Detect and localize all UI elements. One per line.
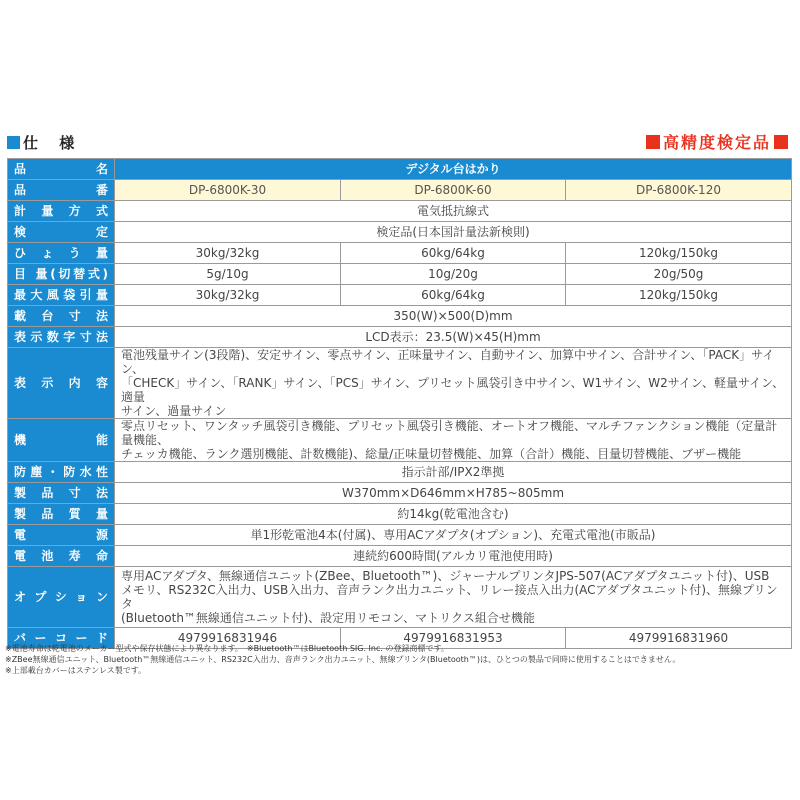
row-value: 4979916831960 bbox=[566, 628, 792, 649]
row-verification bbox=[8, 222, 792, 243]
row-value: LCD表示：23.5(W)×45(H)mm bbox=[115, 327, 792, 348]
row-label: 目 量(切替式) bbox=[8, 264, 115, 285]
row-value: 120kg/150kg bbox=[566, 285, 792, 306]
row-label: 品名 bbox=[8, 159, 115, 180]
row-options bbox=[8, 567, 792, 628]
row-label: 検定 bbox=[8, 222, 115, 243]
footnotes bbox=[5, 643, 795, 676]
row-value bbox=[115, 348, 792, 419]
row-value: 10g/20g bbox=[341, 264, 566, 285]
row-label: バーコード bbox=[8, 628, 115, 649]
row-value: 120kg/150kg bbox=[566, 243, 792, 264]
row-power-source bbox=[8, 525, 792, 546]
row-value: 4979916831953 bbox=[341, 628, 566, 649]
row-value: 60kg/64kg bbox=[341, 285, 566, 306]
row-max-tare bbox=[8, 285, 792, 306]
row-value: W370mm×D646mm×H785~805mm bbox=[115, 483, 792, 504]
row-label: 製品寸法 bbox=[8, 483, 115, 504]
model-120: DP-6800K-120 bbox=[566, 180, 792, 201]
footnote: ※ZBee無線通信ユニット、Bluetooth™無線通信ユニット、RS232C入出力、音声ランク出力ユニット、無線プリンタ(Bluetooth™)は、ひとつの製品で同時に使用することはできません。 bbox=[5, 655, 681, 664]
badge-text: 高精度検定品 bbox=[662, 133, 771, 152]
row-value: 350(W)×500(D)mm bbox=[115, 306, 792, 327]
row-label: ひょう量 bbox=[8, 243, 115, 264]
section-title-text: 仕 様 bbox=[23, 134, 83, 152]
product-name: デジタル台はかり bbox=[115, 159, 792, 180]
model-30: DP-6800K-30 bbox=[115, 180, 341, 201]
row-value: 検定品(日本国計量法新検則) bbox=[115, 222, 792, 243]
row-product-dimensions bbox=[8, 483, 792, 504]
row-label: 品番 bbox=[8, 180, 115, 201]
row-label: 機能 bbox=[8, 419, 115, 462]
value-line: チェッカ機能、ランク選別機能、計数機能)、総量/正味量切替機能、加算（合計）機能、目量切替機能、ブザー機能 bbox=[121, 447, 742, 461]
row-label: 電源 bbox=[8, 525, 115, 546]
row-value: 60kg/64kg bbox=[341, 243, 566, 264]
value-line: メモリ、RS232C入出力、USB入出力、音声ランク出力ユニット、リレー接点入出力(ACアダプタユニット付)、無線プリンタ bbox=[121, 583, 778, 611]
row-measurement-method bbox=[8, 201, 792, 222]
red-square-icon bbox=[646, 135, 660, 149]
red-square-icon bbox=[774, 135, 788, 149]
row-value: 4979916831946 bbox=[115, 628, 341, 649]
spec-header bbox=[7, 132, 791, 154]
row-label: オプション bbox=[8, 567, 115, 628]
value-line: 電池残量サイン(3段階)、安定サイン、零点サイン、正味量サイン、自動サイン、加算中サイン、合計サイン、「PACK」サイン、 bbox=[121, 348, 775, 376]
row-model-number bbox=[8, 180, 792, 201]
value-line: サイン、過量サイン bbox=[121, 404, 227, 418]
row-label: 表示数字寸法 bbox=[8, 327, 115, 348]
high-precision-badge bbox=[643, 130, 791, 153]
spec-table bbox=[7, 158, 792, 649]
row-product-weight bbox=[8, 504, 792, 525]
row-label: 計量方式 bbox=[8, 201, 115, 222]
section-title bbox=[7, 132, 82, 153]
row-value bbox=[115, 567, 792, 628]
value-line: 零点リセット、ワンタッチ風袋引き機能、プリセット風袋引き機能、オートオフ機能、マルチファンクション機能（定量計量機能、 bbox=[121, 419, 778, 447]
row-label: 最大風袋引量 bbox=[8, 285, 115, 306]
value-line: 「CHECK」サイン、「RANK」サイン、「PCS」サイン、プリセット風袋引き中サイン、W1サイン、W2サイン、軽量サイン、適量 bbox=[121, 376, 785, 404]
row-value: 5g/10g bbox=[115, 264, 341, 285]
row-functions bbox=[8, 419, 792, 462]
row-dust-water-resistance bbox=[8, 462, 792, 483]
row-display-content bbox=[8, 348, 792, 419]
row-value bbox=[115, 419, 792, 462]
model-60: DP-6800K-60 bbox=[341, 180, 566, 201]
row-division bbox=[8, 264, 792, 285]
value-line: (Bluetooth™無線通信ユニット付)、設定用リモコン、マトリクス組合せ機能 bbox=[121, 611, 535, 625]
row-value: 指示計部/IPX2準拠 bbox=[115, 462, 792, 483]
row-display-digit-size bbox=[8, 327, 792, 348]
row-battery-life bbox=[8, 546, 792, 567]
row-value: 連続約600時間(アルカリ電池使用時) bbox=[115, 546, 792, 567]
row-platform-size bbox=[8, 306, 792, 327]
row-product-name bbox=[8, 159, 792, 180]
row-value: 30kg/32kg bbox=[115, 285, 341, 306]
row-value: 単1形乾電池4本(付属)、専用ACアダプタ(オプション)、充電式電池(市販品) bbox=[115, 525, 792, 546]
row-label: 載台寸法 bbox=[8, 306, 115, 327]
row-label: 製品質量 bbox=[8, 504, 115, 525]
footnote: ※電池寿命は乾電池のメーカー型式や保存状態により異なります。 ※Bluetooth™はBluetooth SIG. Inc. の登録商標です。 bbox=[5, 644, 449, 653]
row-label: 電池寿命 bbox=[8, 546, 115, 567]
footnote: ※上部載台カバーはステンレス製です。 bbox=[5, 666, 147, 675]
row-capacity bbox=[8, 243, 792, 264]
value-line: 専用ACアダプタ、無線通信ユニット(ZBee、Bluetooth™)、ジャーナルプリンタJPS-507(ACアダプタユニット付)、USB bbox=[121, 569, 770, 583]
row-value: 約14kg(乾電池含む) bbox=[115, 504, 792, 525]
row-label: 表示内容 bbox=[8, 348, 115, 419]
blue-square-icon bbox=[7, 136, 20, 149]
row-value: 30kg/32kg bbox=[115, 243, 341, 264]
row-label: 防塵・防水性 bbox=[8, 462, 115, 483]
row-value: 20g/50g bbox=[566, 264, 792, 285]
row-value: 電気抵抗線式 bbox=[115, 201, 792, 222]
